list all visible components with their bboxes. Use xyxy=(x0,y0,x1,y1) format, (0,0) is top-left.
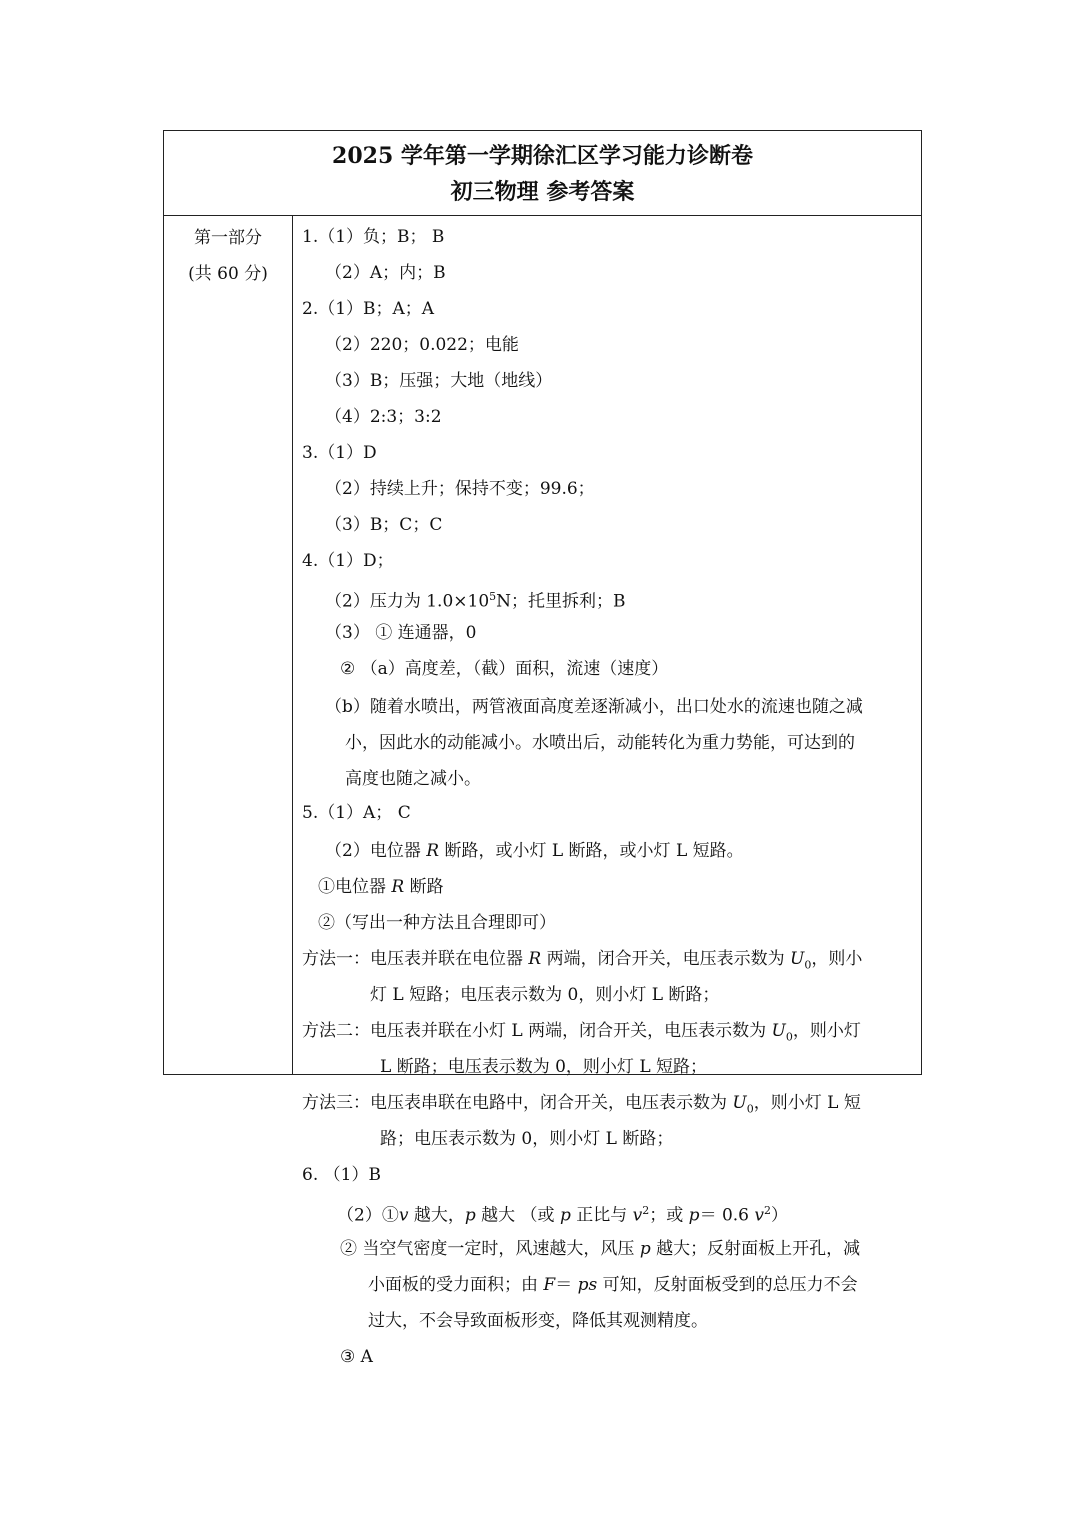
page-subtitle: 初三物理 参考答案 xyxy=(450,179,635,205)
answer-line: 灯 L 短路；电压表示数为 0，则小灯 L 断路； xyxy=(370,985,720,1005)
answer-line: （2）A；内；B xyxy=(325,263,446,283)
answer-line: 1.（1）负；B； B xyxy=(302,227,445,247)
answer-line: 6. （1）B xyxy=(302,1165,381,1185)
answer-line: 3.（1）D xyxy=(302,443,377,463)
answer-line: （2）持续上升；保持不变；99.6； xyxy=(325,479,595,499)
answer-line: 方法一：电压表并联在电位器 R 两端，闭合开关，电压表示数为 $U_0$，则小 xyxy=(302,949,863,972)
answer-line: ③ A xyxy=(340,1347,373,1367)
answer-line: （3）B；压强；大地（地线） xyxy=(325,371,553,391)
answer-line: 2.（1）B；A；A xyxy=(302,299,435,319)
answer-line: 方法二：电压表并联在小灯 L 两端，闭合开关，电压表示数为 $U_0$，则小灯 xyxy=(302,1021,861,1044)
answer-line: （2）①v 越大，p 越大 （或 p 正比与 $v^2$；或 p＝ 0.6 $v^2$） xyxy=(337,1204,789,1226)
answer-line: （4）2:3；3:2 xyxy=(325,407,442,427)
answer-line: 5.（1）A； C xyxy=(302,803,411,823)
answer-line: 小，因此水的动能减小。水喷出后，动能转化为重力势能，可达到的 xyxy=(345,733,855,753)
answer-line: 方法三：电压表串联在电路中，闭合开关，电压表示数为 $U_0$，则小灯 L 短 xyxy=(302,1093,861,1116)
answer-line: （2）电位器 R 断路，或小灯 L 断路，或小灯 L 短路。 xyxy=(325,841,744,861)
answer-line: 路；电压表示数为 0，则小灯 L 断路； xyxy=(380,1129,674,1149)
answer-line: ② 当空气密度一定时，风速越大，风压 p 越大；反射面板上开孔，减 xyxy=(340,1239,861,1259)
page-title: 2025 学年第一学期徐汇区学习能力诊断卷 xyxy=(332,143,753,169)
answer-line: 小面板的受力面积；由 F＝ ps 可知，反射面板受到的总压力不会 xyxy=(368,1275,858,1295)
answer-line: ②（写出一种方法且合理即可） xyxy=(318,913,556,933)
answer-line: 高度也随之减小。 xyxy=(345,769,481,789)
answer-line: L 断路；电压表示数为 0，则小灯 L 短路； xyxy=(380,1057,708,1077)
answer-line: （3）B；C；C xyxy=(325,515,443,535)
answer-line: （2）压力为 $1.0\times 10^5N$；托里拆利；B xyxy=(325,590,626,612)
answer-line: ①电位器 R 断路 xyxy=(318,877,444,897)
answer-line: （3） ① 连通器，0 xyxy=(325,623,477,643)
section-name: 第一部分 xyxy=(194,228,262,248)
answer-line: 4.（1）D； xyxy=(302,551,394,571)
answer-line: （b）随着水喷出，两管液面高度差逐渐减小，出口处水的流速也随之减 xyxy=(325,697,863,717)
answer-line: 过大，不会导致面板形变，降低其观测精度。 xyxy=(368,1311,708,1331)
answer-line: （2）220；0.022；电能 xyxy=(325,335,519,355)
answer-line: ② （a）高度差，（截）面积，流速（速度） xyxy=(340,659,669,679)
section-score: (共 60 分) xyxy=(188,264,268,284)
